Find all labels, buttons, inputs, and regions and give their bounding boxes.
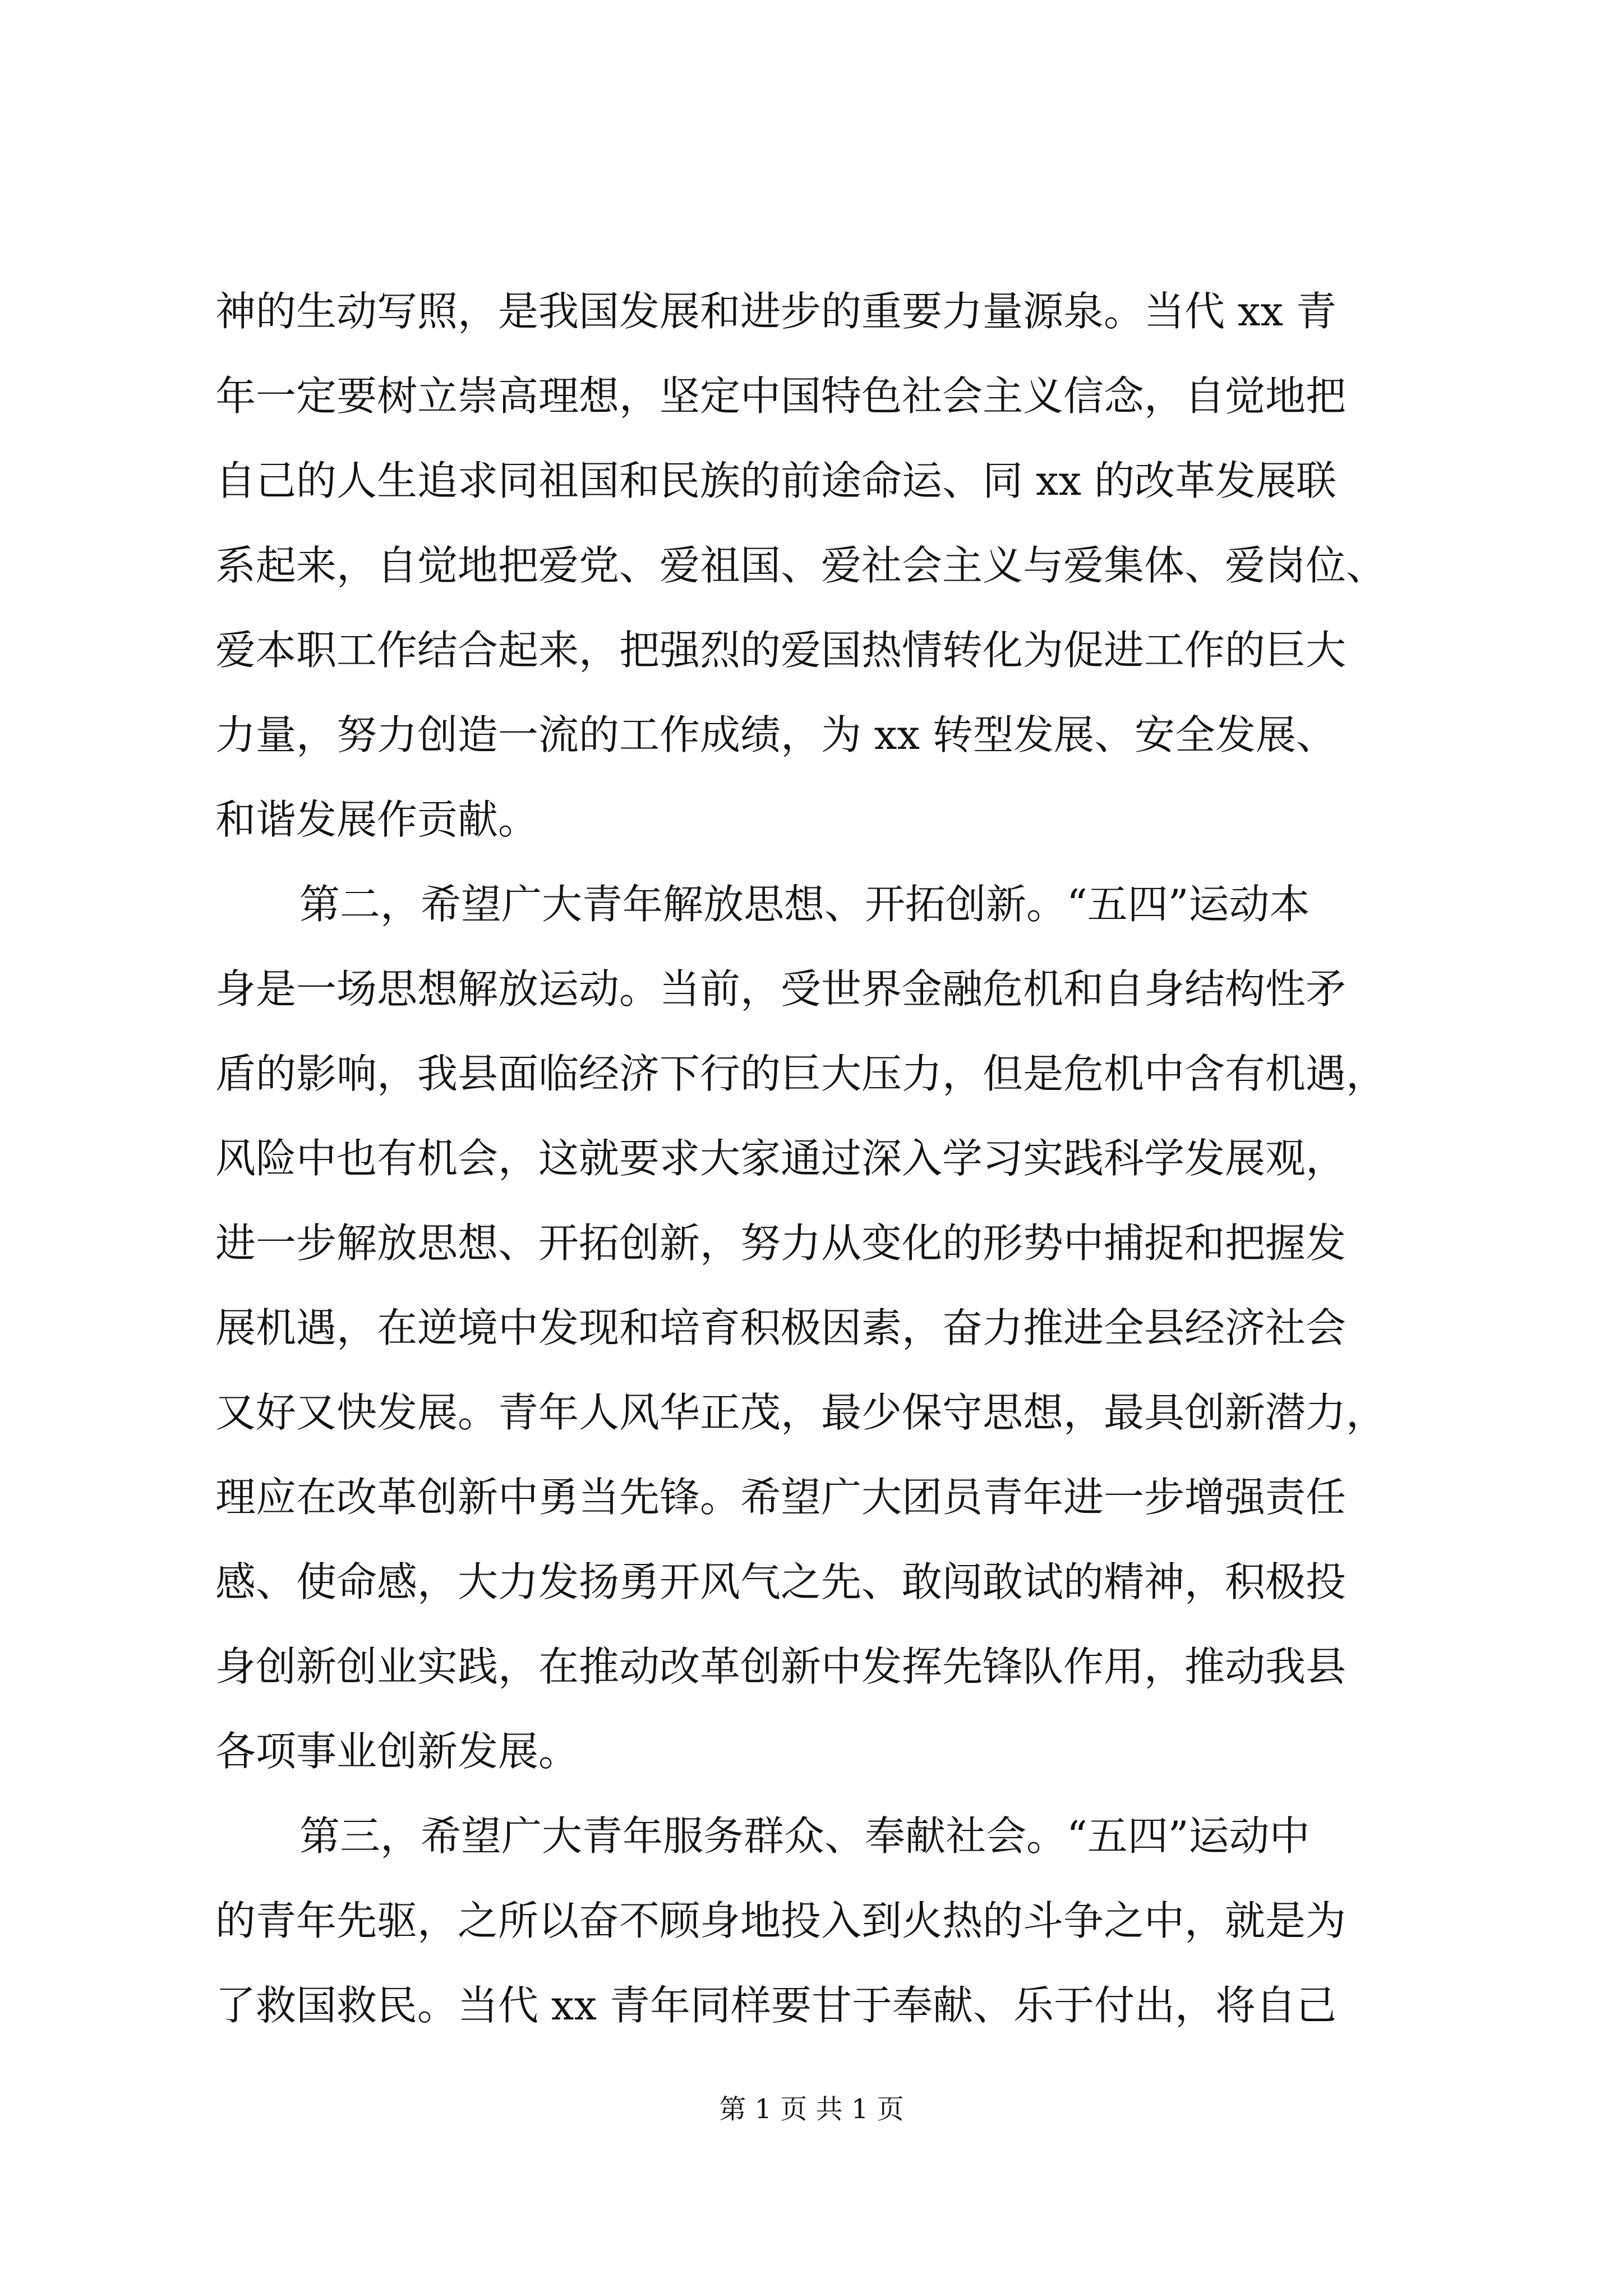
text-line: 爱本职工作结合起来，把强烈的爱国热情转化为促进工作的巨大 bbox=[215, 627, 1347, 674]
body-text bbox=[215, 269, 1460, 2048]
paragraph-start-line: 第三，希望广大青年服务群众、奉献社会。“五四”运动中 bbox=[299, 1812, 1310, 1860]
text-line: 各项事业创新发展。 bbox=[215, 1728, 579, 1775]
text-line: 自己的人生追求同祖国和民族的前途命运、同 xx 的改革发展联 bbox=[215, 457, 1336, 504]
text-line: 身创新创业实践，在推动改革创新中发挥先锋队作用，推动我县 bbox=[215, 1643, 1347, 1690]
text-line: 年一定要树立崇高理想，坚定中国特色社会主义信念，自觉地把 bbox=[215, 372, 1347, 420]
text-line: 风险中也有机会，这就要求大家通过深入学习实践科学发展观， bbox=[215, 1135, 1347, 1182]
text-line: 理应在改革创新中勇当先锋。希望广大团员青年进一步增强责任 bbox=[215, 1474, 1347, 1521]
text-line: 进一步解放思想、开拓创新，努力从变化的形势中捕捉和把握发 bbox=[215, 1220, 1347, 1267]
text-line: 盾的影响，我县面临经济下行的巨大压力，但是危机中含有机遇， bbox=[215, 1050, 1387, 1097]
text-line: 神的生动写照，是我国发展和进步的重要力量源泉。当代 xx 青 bbox=[215, 288, 1336, 335]
text-line: 感、使命感，大力发扬勇开风气之先、敢闯敢试的精神，积极投 bbox=[215, 1558, 1347, 1605]
page-footer: 第 1 页 共 1 页 bbox=[719, 2093, 904, 2125]
text-line: 展机遇，在逆境中发现和培育积极因素，奋力推进全县经济社会 bbox=[215, 1304, 1347, 1351]
text-line: 系起来，自觉地把爱党、爱祖国、爱社会主义与爱集体、爱岗位、 bbox=[215, 542, 1387, 589]
text-line: 又好又快发展。青年人风华正茂，最少保守思想，最具创新潜力， bbox=[215, 1389, 1387, 1436]
paragraph-start-line: 第二，希望广大青年解放思想、开拓创新。“五四”运动本 bbox=[299, 881, 1310, 928]
text-line: 了救国救民。当代 xx 青年同样要甘于奉献、乐于付出，将自己 bbox=[215, 1982, 1336, 2029]
text-line: 身是一场思想解放运动。当前，受世界金融危机和自身结构性矛 bbox=[215, 965, 1347, 1013]
text-line: 和谐发展作贡献。 bbox=[215, 796, 539, 843]
text-line: 的青年先驱，之所以奋不顾身地投入到火热的斗争之中，就是为 bbox=[215, 1897, 1347, 1944]
text-line: 力量，努力创造一流的工作成绩，为 xx 转型发展、安全发展、 bbox=[215, 711, 1336, 758]
